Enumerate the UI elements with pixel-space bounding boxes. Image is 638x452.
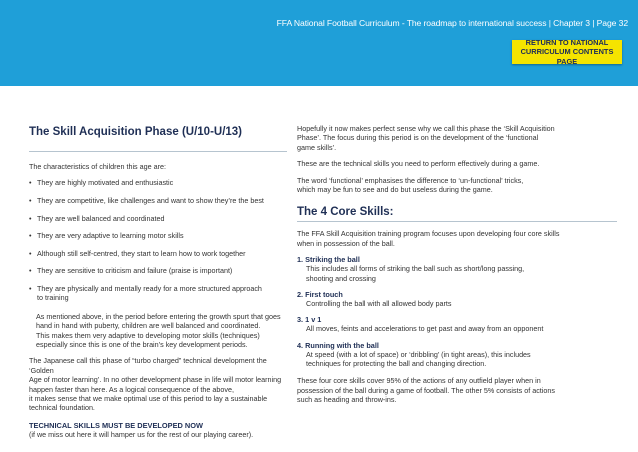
list-item: • They are very adaptive to learning motor skills	[29, 231, 184, 241]
list-item: • They are physically and mentally ready for a more structured approach to training	[29, 283, 262, 303]
list-item: • They are competitive, like challenges and want to show they’re the best	[29, 196, 264, 205]
paragraph-technical-skills: These are the technical skills you need to perform effectively during a game.	[297, 159, 540, 169]
list-item: • They are sensitive to criticism and failure (praise is important)	[29, 266, 233, 276]
paragraph-growth-spurt: As mentioned above, in the period before entering the growth spurt that goes hand in hand with puberty, children are well balanced and coordinated. This makes them very adaptive to developing motor skills (techniques) especially since this is one of the brain’s key development periods.	[36, 311, 281, 349]
header-band	[0, 0, 638, 86]
core-skills-title: The 4 Core Skills:	[297, 206, 394, 219]
emphasis-block	[29, 421, 287, 439]
skill-item: 1. Striking the ball This includes all forms of striking the ball such as short/long passing, shooting and crossing	[297, 255, 525, 283]
header-breadcrumb: FFA National Football Curriculum - The roadmap to international success | Chapter 3 | Page 32	[276, 18, 628, 28]
closing-paragraph: These four core skills cover 95% of the actions of any outfield player when in possession of the ball during a game of football. The other 5% consists of actions such as heading and throw-ins.	[297, 376, 555, 405]
list-item: • Although still self-centred, they start to learn how to work together	[29, 248, 246, 258]
return-button-line-2: CURRICULUM CONTENTS PAGE	[520, 47, 614, 66]
right-column	[297, 126, 617, 412]
skill-item: 4. Running with the ball At speed (with a lot of space) or ‘dribbling’ (in tight areas), this includes techniques for protecting the ball and changing direction.	[297, 340, 531, 369]
paragraph-golden-age: The Japanese call this phase of “turbo charged” technical development the ‘Golden Age of motor learning’. In no other development phase in life will motor learning happen faster than here. As a logical consequence of the above, it makes sense that we make optimal use of this period to lay a sustainable technical foundation.	[29, 356, 282, 413]
emphasis-note: (if we miss out here it will hamper us for the rest of our playing career).	[29, 429, 254, 439]
skill-item: 2. First touch Controlling the ball with all allowed body parts	[297, 289, 452, 309]
core-skills-divider	[297, 221, 617, 222]
title-divider	[29, 151, 287, 152]
intro-text: The characteristics of children this age are:	[29, 162, 167, 171]
emphasis-heading: TECHNICAL SKILLS MUST BE DEVELOPED NOW	[29, 420, 203, 430]
paragraph-functional: The word ‘functional’ emphasises the difference to ‘un-functional’ tricks, which may be fun to see and do but useless during the game.	[297, 175, 524, 195]
skill-item: 3. 1 v 1 All moves, feints and accelerations to get past and away from an opponent	[297, 315, 544, 334]
page-body	[0, 86, 638, 452]
list-item: • They are well balanced and coordinated	[29, 213, 165, 223]
core-skills-intro: The FFA Skill Acquisition training program focuses upon developing four core skills when in possession of the ball.	[297, 229, 560, 248]
left-column	[29, 126, 287, 446]
section-title: The Skill Acquisition Phase (U/10-U/13)	[29, 126, 243, 138]
return-button-line-1: RETURN TO NATIONAL	[525, 37, 609, 47]
paragraph-skill-phase: Hopefully it now makes perfect sense why we call this phase the ‘Skill Acquisition Phase’. The focus during this period is on the development of the ‘functional game skills’.	[297, 124, 555, 152]
return-to-contents-button[interactable]	[512, 37, 622, 66]
list-item: • They are highly motivated and enthusiastic	[29, 178, 174, 188]
